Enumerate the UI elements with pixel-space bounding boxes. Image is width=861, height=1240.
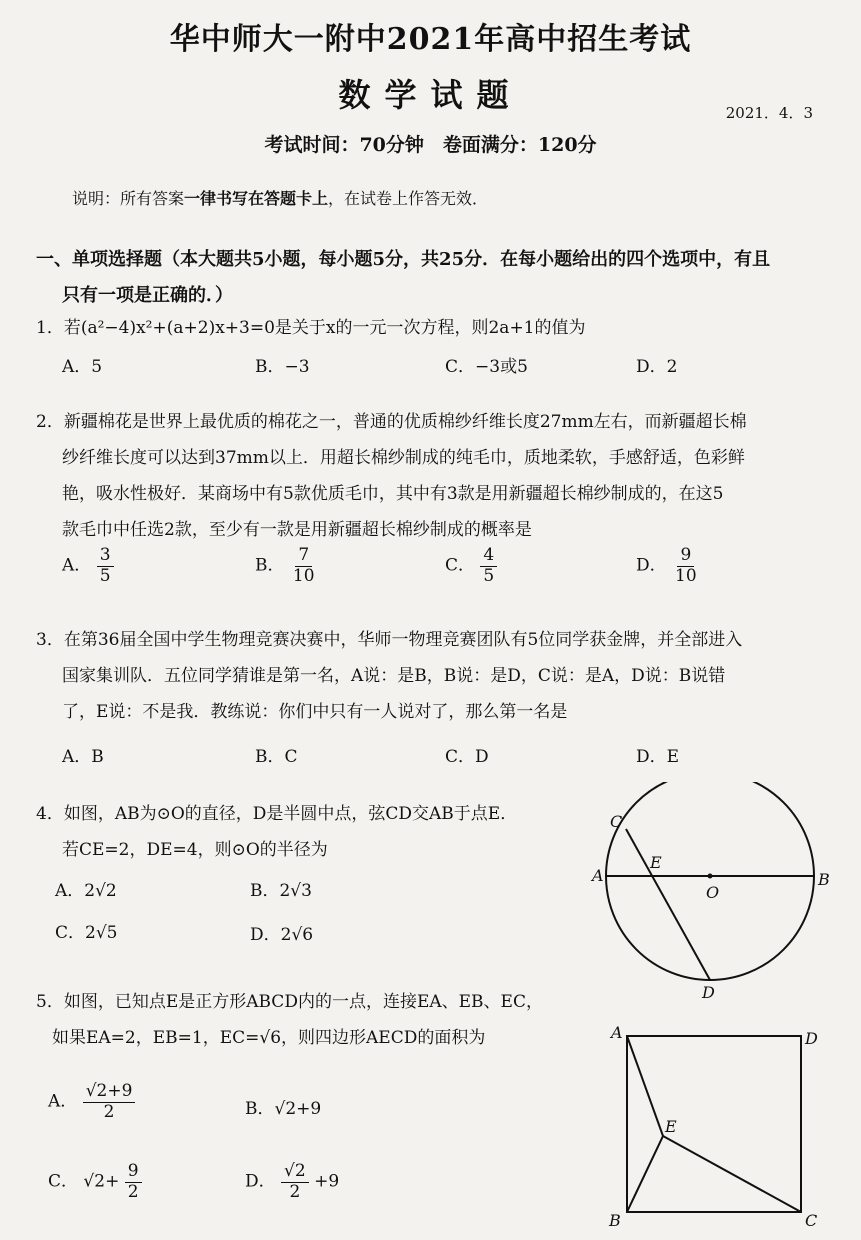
q2-b-den: 10: [292, 565, 315, 586]
exam-subtitle: 数学试题: [338, 76, 523, 114]
exam-title: 华中师大一附中2021年高中招生考试: [169, 22, 692, 57]
segment-ec: [663, 1136, 801, 1212]
q5-a-den: 2: [103, 1101, 115, 1122]
q3-option-b: B．C: [255, 747, 298, 767]
q2-option-d: [636, 546, 700, 586]
q2-option-d-fraction: [672, 546, 700, 586]
q2-line-1: 2．新疆棉花是世界上最优质的棉花之一，普通的优质棉纱纤维长度27mm左右，而新疆超长棉: [36, 412, 747, 432]
circle-o: [606, 782, 814, 980]
q5-line-1: 5．如图，已知点E是正方形ABCD内的一点，连接EA、EB、EC，: [36, 992, 543, 1012]
q2-option-b-fraction: [290, 546, 318, 586]
fig4-label-o: O: [706, 883, 720, 902]
center-point: [708, 874, 713, 879]
question-3: [36, 622, 836, 730]
q3-line-3: 了，E说：不是我．教练说：你们中只有一人说对了，那么第一名是: [62, 702, 568, 722]
q2-b-num: 7: [295, 546, 312, 567]
q2-option-b-label: B．: [255, 555, 285, 576]
q5-option-c-label: C．: [48, 1171, 79, 1192]
q2-option-a-fraction: [97, 546, 114, 586]
q5-line-2: 如果EA=2，EB=1，EC=√6，则四边形AECD的面积为: [52, 1028, 486, 1048]
q2-d-num: 9: [677, 546, 694, 567]
note-suffix: ，在试卷上作答无效．: [328, 189, 489, 208]
q4-option-a: A．2√2: [55, 881, 117, 901]
q2-option-c-label: C．: [445, 555, 476, 576]
q5-option-a-fraction: [83, 1082, 136, 1122]
instructions-note: [72, 186, 488, 209]
q4-line-1: 4．如图，AB为⊙O的直径，D是半圆中点，弦CD交AB于点E．: [36, 804, 518, 824]
fig5-label-c: C: [805, 1211, 818, 1230]
q5-d-num: √2: [281, 1162, 309, 1183]
question-2: [36, 404, 836, 548]
q4-line-2: 若CE=2，DE=4，则⊙O的半径为: [62, 840, 328, 860]
q1-option-c: C．−3或5: [445, 357, 528, 377]
q5-option-d-post: +9: [314, 1171, 340, 1192]
q5-option-a: [48, 1082, 135, 1122]
fig4-label-c: C: [610, 812, 623, 831]
fig4-label-b: B: [818, 870, 830, 889]
q2-option-d-label: D．: [636, 555, 667, 576]
chord-cd: [626, 829, 710, 980]
q4-option-c: C．2√5: [55, 923, 118, 943]
square-figure: [605, 1020, 835, 1232]
question-1-text: 1．若(a²−4)x²+(a+2)x+3=0是关于x的一元一次方程，则2a+1的值为: [36, 318, 586, 338]
note-prefix: 说明：所有答案: [72, 189, 185, 208]
q5-option-c-pre: √2+: [83, 1171, 120, 1192]
exam-meta: 考试时间：70分钟 卷面满分：120分: [264, 134, 597, 156]
q5-c-num: 9: [125, 1162, 142, 1183]
square-abcd: [627, 1036, 801, 1212]
q5-option-d-fraction: [281, 1162, 309, 1202]
q2-a-num: 3: [97, 546, 114, 567]
q2-line-2: 纱纤维长度可以达到37mm以上．用超长棉纱制成的纯毛巾，质地柔软，手感舒适，色彩鲜: [62, 448, 745, 468]
q3-line-2: 国家集训队．五位同学猜谁是第一名，A说：是B，B说：是D，C说：是A，D说：B说错: [62, 666, 726, 686]
q2-option-b: [255, 546, 318, 586]
q2-option-a-label: A．: [62, 555, 92, 576]
q3-line-1: 3．在第36届全国中学生物理竞赛决赛中，华师一物理竞赛团队有5位同学获金牌，并全部进入: [36, 630, 743, 650]
q1-option-b: B．−3: [255, 357, 310, 377]
fig4-label-d: D: [702, 983, 715, 1002]
question-5: [36, 984, 616, 1056]
q3-option-c: C．D: [445, 747, 489, 767]
q2-d-den: 10: [675, 565, 697, 586]
q1-option-a: A．5: [62, 357, 103, 377]
q2-line-3: 艳，吸水性极好．某商场中有5款优质毛巾，其中有3款是用新疆超长棉纱制成的，在这5: [62, 484, 724, 504]
fig5-label-a: A: [611, 1023, 623, 1042]
segment-ea: [627, 1036, 663, 1136]
fig4-label-e: E: [650, 853, 662, 872]
q5-option-c: [48, 1162, 142, 1202]
q2-option-c: [445, 546, 497, 586]
q2-line-4: 款毛巾中任选2款，至少有一款是用新疆超长棉纱制成的概率是: [62, 520, 532, 540]
segment-eb: [627, 1136, 663, 1212]
q5-c-den: 2: [127, 1181, 139, 1202]
q2-c-den: 5: [483, 565, 495, 586]
section-heading: [36, 242, 836, 314]
q5-option-d-label: D．: [245, 1171, 276, 1192]
q2-option-c-fraction: [480, 546, 497, 586]
q2-a-den: 5: [99, 565, 111, 586]
exam-date: 2021．4．3: [725, 104, 813, 122]
q4-option-d: D．2√6: [250, 925, 314, 945]
q5-option-c-fraction: [125, 1162, 142, 1202]
q5-option-d: [245, 1162, 339, 1202]
fig5-label-e: E: [665, 1117, 677, 1136]
q2-c-num: 4: [480, 546, 497, 567]
q1-option-d: D．2: [636, 357, 678, 377]
q5-a-num: √2+9: [83, 1082, 136, 1103]
circle-figure: [590, 782, 840, 1004]
section-line-1: 一、单项选择题（本大题共5小题，每小题5分，共25分．在每小题给出的四个选项中，有且: [36, 249, 771, 270]
q4-option-b: B．2√3: [250, 881, 312, 901]
note-bold: 一律书写在答题卡上: [184, 189, 329, 208]
q5-option-a-label: A．: [48, 1091, 78, 1112]
q3-option-a: A．B: [62, 747, 104, 767]
q5-option-b: B．√2+9: [245, 1099, 322, 1119]
fig5-label-d: D: [805, 1029, 818, 1048]
fig5-label-b: B: [609, 1211, 621, 1230]
question-4: [36, 796, 616, 868]
q2-option-a: [62, 546, 114, 586]
section-line-2: 只有一项是正确的．）: [62, 285, 233, 306]
fig4-label-a: A: [592, 866, 604, 885]
q5-d-den: 2: [289, 1181, 301, 1202]
q3-option-d: D．E: [636, 747, 680, 767]
